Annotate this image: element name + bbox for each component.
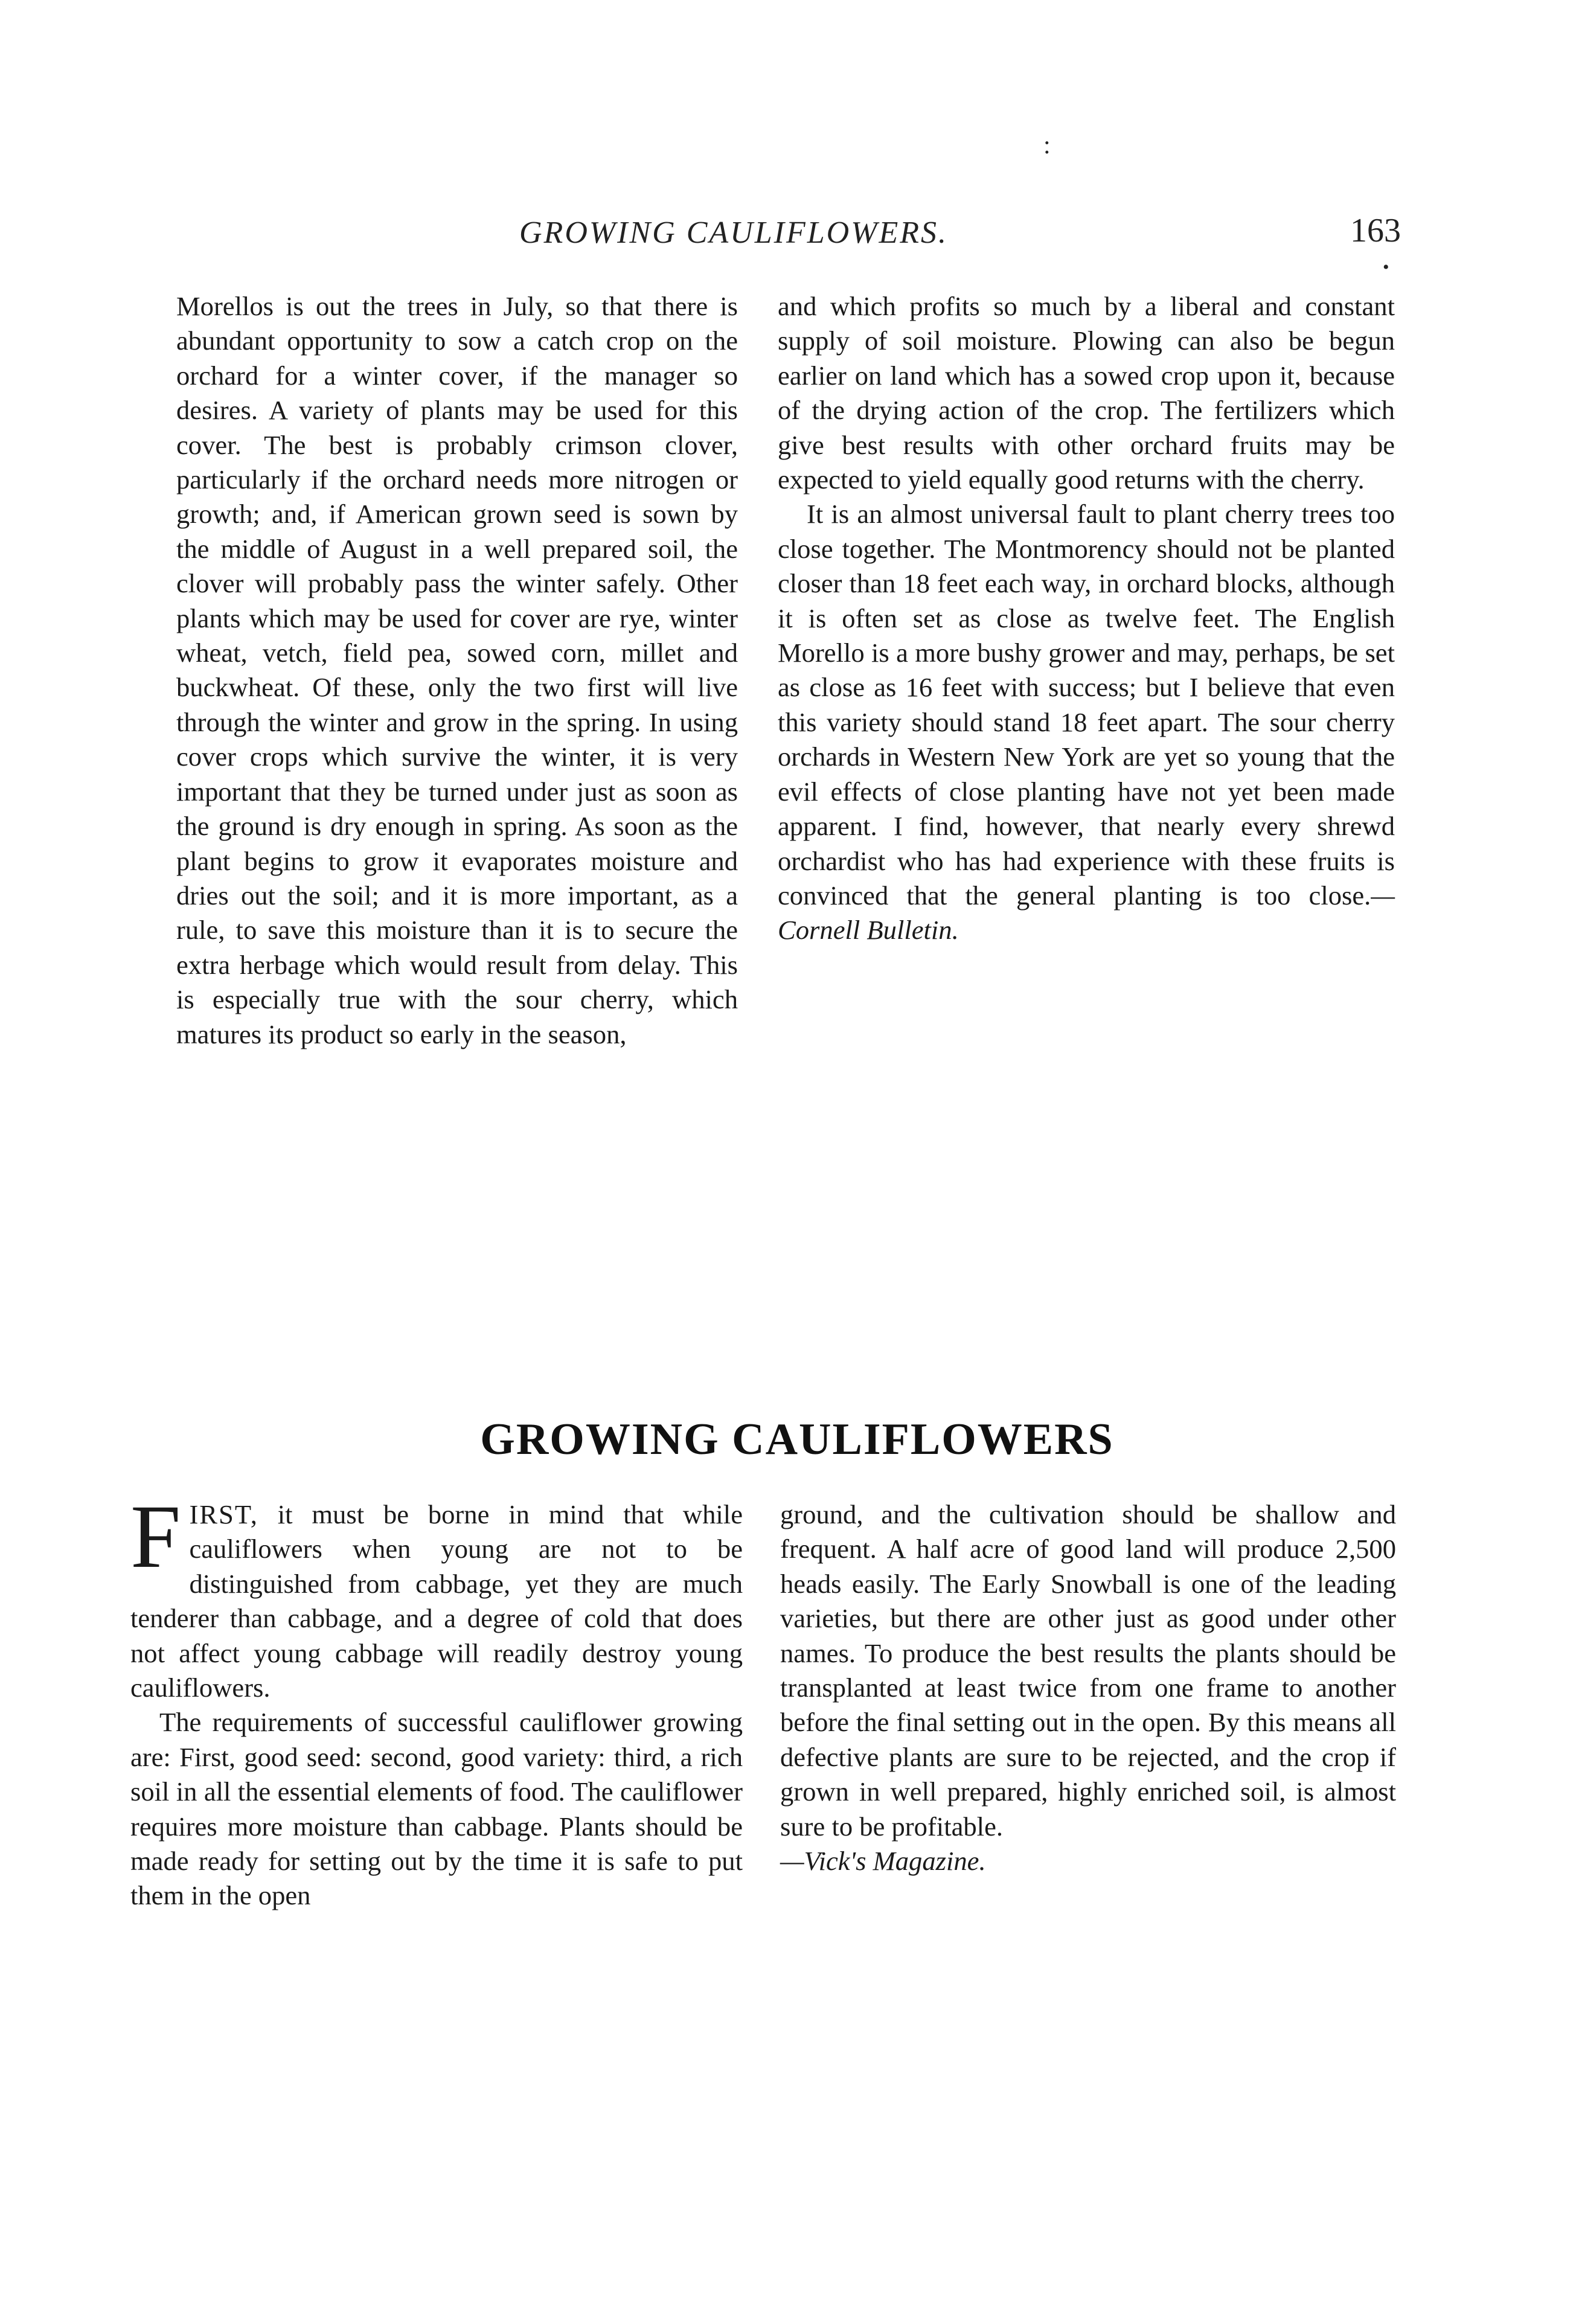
article1-right-paragraph-1: and which profits so much by a liberal and constant supply of soil moisture. Plowing can also be begun earlier on land which has a sowed crop upon it, because of the drying action of the crop. The fertilizers which give best results with other orchard fruits may be expected to yield equally good returns with the cherry.	[778, 291, 1395, 495]
article2-opening-word: IRST,	[189, 1499, 258, 1529]
page-number: 163	[1350, 212, 1401, 249]
drop-cap: F	[130, 1487, 181, 1587]
article2-signature-line	[780, 1844, 1396, 1878]
article1-signature: —Cornell Bulletin.	[778, 880, 1395, 946]
article2-signature: —Vick's Magazine.	[780, 1846, 986, 1877]
running-head: GROWING CAULIFLOWERS.	[519, 216, 949, 250]
article2-right-paragraph: ground, and the cultivation should be shallow and frequent. A half acre of good land will produce 2,500 heads easily. The Early Snowball is one of the leading varieties, but there are other just as good under other names. To produce the best results the plants should be transplanted at least twice from one frame to another before the final setting out in the open. By this means all defective plants are sure to be rejected, and the crop if grown in well prepared, highly enriched soil, is almost sure to be profitable.	[780, 1499, 1396, 1842]
article1-column-right	[778, 289, 1395, 948]
speck-colon: :	[1043, 132, 1051, 159]
article2-column-right	[780, 1497, 1396, 1878]
article2-column-left	[130, 1487, 743, 1913]
article1-right-paragraph-2-text: It is an almost universal fault to plant cherry trees too close together. The Montmorency should not be planted closer than 18 feet each way, in orchard blocks, although it is often set as close as twelve feet. The English Morello is a more bushy grower and may, perhaps, be set as close as 16 feet with success; but I believe that even this variety should stand 18 feet apart. The sour cherry orchards in Western New York are yet so young that the evil effects of close planting have not yet been made apparent. I find, however, that nearly every shrewd orchardist who has had experience with these fruits is convinced that the general planting is too close.	[778, 499, 1395, 911]
article2-left-paragraph-1	[130, 1487, 743, 1705]
article1-left-paragraph: Morellos is out the trees in July, so that there is abundant opportunity to sow a catch crop on the orchard for a winter cover, if the manager so desires. A variety of plants may be used for this cover. The best is probably crimson clover, particularly if the orchard needs more nitrogen or growth; and, if American grown seed is sown by the middle of August in a well prepared soil, the clover will probably pass the winter safely. Other plants which may be used for cover are rye, winter wheat, vetch, field pea, sowed corn, millet and buckwheat. Of these, only the two first will live through the winter and grow in the spring. In using cover crops which survive the winter, it is very important that they be turned under just as soon as the ground is dry enough in spring. As soon as the plant begins to grow it evaporates moisture and dries out the soil; and it is more important, as a rule, to save this moisture than it is to secure the extra herbage which would result from delay. This is especially true with the sour cherry, which matures its product so early in the season,	[176, 291, 738, 1049]
article2-title: GROWING CAULIFLOWERS	[480, 1415, 1114, 1464]
article2-left-paragraph-1-text: it must be borne in mind that while cauliflowers when young are not to be distinguished from cabbage, yet they are much tenderer than cabbage, and a degree of cold that does not affect young cabbage will readily destroy young cauliflowers.	[130, 1499, 743, 1703]
speck-dot: •	[1383, 257, 1389, 277]
article2-left-paragraph-2: The requirements of successful cauliflower growing are: First, good seed: second, good variety: third, a rich soil in all the essential elements of food. The cauliflower requires more moisture than cabbage. Plants should be made ready for setting out by the time it is safe to put them in the open	[130, 1707, 743, 1911]
article1-right-paragraph-2	[778, 497, 1395, 947]
article1-column-left	[176, 289, 738, 1052]
